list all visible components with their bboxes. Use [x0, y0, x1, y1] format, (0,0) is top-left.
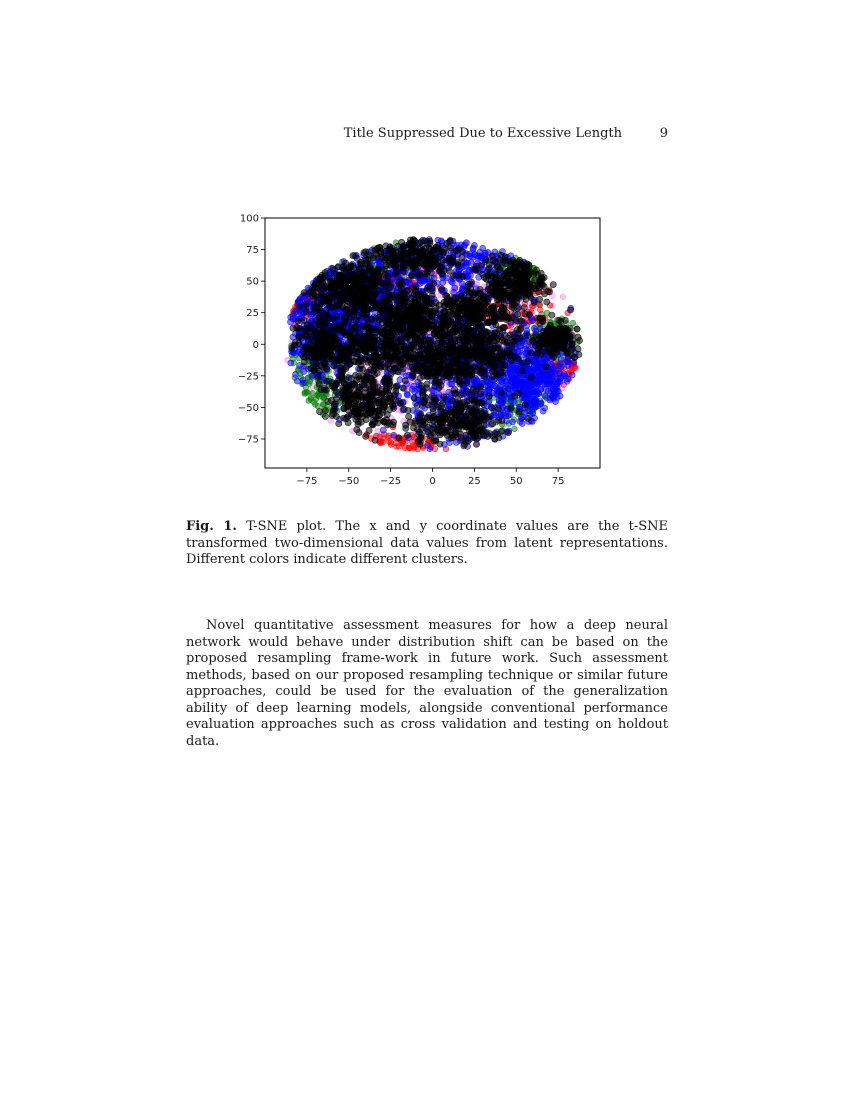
scatter-point-blue [564, 378, 570, 384]
scatter-point-black [371, 273, 377, 279]
scatter-point-black [366, 285, 372, 291]
scatter-point-black [472, 266, 478, 272]
scatter-point-black [433, 256, 439, 262]
scatter-point-black [297, 303, 303, 309]
scatter-point-black [493, 259, 499, 265]
scatter-point-black [395, 255, 401, 261]
scatter-point-black [421, 295, 427, 301]
scatter-point-black [378, 248, 384, 254]
scatter-point-black [413, 259, 419, 265]
scatter-point-black [366, 267, 372, 273]
scatter-point-blue [294, 378, 300, 384]
scatter-point-violet [560, 294, 566, 300]
scatter-point-black [336, 274, 342, 280]
scatter-point-blue [288, 360, 294, 366]
scatter-point-black [456, 315, 462, 321]
scatter-point-blue [569, 372, 575, 378]
scatter-point-blue [300, 380, 306, 386]
scatter-point-blue [460, 281, 466, 287]
scatter-point-blue [463, 240, 469, 246]
scatter-point-black [383, 243, 389, 249]
scatter-point-black [492, 279, 498, 285]
scatter-point-black [426, 255, 432, 261]
scatter-point-black [356, 278, 362, 284]
scatter-point-black [483, 310, 489, 316]
scatter-point-black [431, 246, 437, 252]
scatter-point-black [375, 279, 381, 285]
scatter-point-black [354, 255, 360, 261]
scatter-point-blue [397, 377, 403, 383]
scatter-point-black [386, 258, 392, 264]
scatter-point-black [344, 309, 350, 315]
scatter-point-red [394, 444, 400, 450]
scatter-point-black [544, 299, 550, 305]
scatter-point-blue [446, 389, 452, 395]
scatter-point-blue [558, 357, 564, 363]
scatter-point-black [475, 305, 481, 311]
scatter-point-black [356, 265, 362, 271]
scatter-point-black [483, 257, 489, 263]
scatter-point-black [388, 292, 394, 298]
scatter-point-black [408, 273, 414, 279]
scatter-point-green [313, 396, 319, 402]
scatter-point-black [521, 305, 527, 311]
scatter-point-blue [510, 375, 516, 381]
scatter-point-black [438, 264, 444, 270]
scatter-point-black [497, 267, 503, 273]
scatter-point-black [418, 249, 424, 255]
scatter-point-black [388, 304, 394, 310]
scatter-point-black [361, 291, 367, 297]
scatter-point-blue [553, 386, 559, 392]
scatter-point-black [407, 249, 413, 255]
figure-tsne [230, 205, 610, 495]
scatter-point-black [398, 278, 404, 284]
tsne-scatter-chart [230, 205, 610, 495]
scatter-point-black [496, 301, 502, 307]
scatter-point-black [425, 241, 431, 247]
scatter-point-black [488, 305, 494, 311]
scatter-point-black [505, 278, 511, 284]
scatter-point-black [526, 290, 532, 296]
scatter-point-black [379, 254, 385, 260]
scatter-point-black [363, 257, 369, 263]
scatter-point-red [538, 307, 544, 313]
scatter-point-black [492, 271, 498, 277]
scatter-point-black [406, 241, 412, 247]
scatter-point-blue [538, 400, 544, 406]
scatter-point-green [512, 426, 518, 432]
scatter-point-blue [514, 365, 520, 371]
scatter-point-black [315, 374, 321, 380]
scatter-point-black [345, 289, 351, 295]
scatter-point-black [511, 265, 517, 271]
scatter-point-blue [421, 278, 427, 284]
scatter-point-blue [301, 369, 307, 375]
scatter-point-black [405, 287, 411, 293]
scatter-point-blue [529, 387, 535, 393]
scatter-point-blue [519, 414, 525, 420]
scatter-point-black [330, 266, 336, 272]
scatter-point-black [334, 282, 340, 288]
running-head [186, 126, 668, 144]
scatter-point-blue [480, 245, 486, 251]
scatter-point-blue [380, 427, 386, 433]
scatter-point-black [312, 284, 318, 290]
scatter-point-blue [536, 390, 542, 396]
scatter-point-black [518, 292, 524, 298]
scatter-point-blue [510, 419, 516, 425]
scatter-point-black [459, 255, 465, 261]
scatter-point-black [369, 291, 375, 297]
scatter-point-green [310, 390, 316, 396]
scatter-point-black [303, 301, 309, 307]
scatter-point-black [319, 272, 325, 278]
scatter-point-black [483, 276, 489, 282]
scatter-point-green [304, 389, 310, 395]
scatter-point-black [341, 263, 347, 269]
scatter-point-blue [425, 442, 431, 448]
scatter-point-black [361, 250, 367, 256]
scatter-point-blue [530, 410, 536, 416]
scatter-point-black [489, 253, 495, 259]
scatter-point-black [537, 296, 543, 302]
scatter-point-black [507, 258, 513, 264]
scatter-point-blue [523, 396, 529, 402]
scatter-point-black [312, 305, 318, 311]
scatter-point-black [486, 281, 492, 287]
scatter-point-black [517, 265, 523, 271]
scatter-point-black [524, 278, 530, 284]
scatter-point-black [469, 290, 475, 296]
scatter-point-black [334, 297, 340, 303]
scatter-point-blue [465, 260, 471, 266]
scatter-point-blue [448, 381, 454, 387]
scatter-point-blue [492, 383, 498, 389]
scatter-point-black [464, 303, 470, 309]
scatter-points [285, 237, 583, 452]
scatter-point-blue [540, 408, 546, 414]
scatter-point-black [303, 308, 309, 314]
scatter-point-black [431, 280, 437, 286]
scatter-point-blue [531, 325, 537, 331]
scatter-point-black [353, 317, 359, 323]
scatter-point-black [352, 303, 358, 309]
scatter-point-green [315, 403, 321, 409]
scatter-point-black [383, 315, 389, 321]
scatter-point-black [375, 267, 381, 273]
scatter-point-blue [470, 246, 476, 252]
scatter-point-black [502, 254, 508, 260]
scatter-point-black [486, 320, 492, 326]
scatter-point-blue [404, 391, 410, 397]
scatter-point-black [382, 271, 388, 277]
scatter-point-black [335, 292, 341, 298]
page-number: 9 [659, 126, 668, 141]
scatter-point-black [535, 271, 541, 277]
scatter-point-black [312, 293, 318, 299]
scatter-point-black [441, 249, 447, 255]
scatter-point-blue [511, 398, 517, 404]
scatter-point-black [405, 307, 411, 313]
scatter-point-blue [292, 310, 298, 316]
scatter-point-black [350, 278, 356, 284]
scatter-point-blue [549, 373, 555, 379]
scatter-point-black [446, 268, 452, 274]
scatter-point-black [453, 248, 459, 254]
scatter-point-red [406, 445, 412, 451]
scatter-point-blue [440, 280, 446, 286]
scatter-point-blue [409, 386, 415, 392]
scatter-point-blue [554, 395, 560, 401]
scatter-point-black [364, 276, 370, 282]
scatter-point-black [499, 315, 505, 321]
scatter-point-black [516, 279, 522, 285]
scatter-point-black [329, 304, 335, 310]
scatter-point-black [451, 294, 457, 300]
scatter-point-black [385, 252, 391, 258]
scatter-point-black [526, 271, 532, 277]
scatter-point-violet [328, 418, 334, 424]
scatter-point-black [531, 283, 537, 289]
running-title: Title Suppressed Due to Excessive Length [343, 126, 622, 141]
scatter-point-blue [513, 383, 519, 389]
scatter-point-black [318, 290, 324, 296]
scatter-point-black [444, 293, 450, 299]
scatter-point-blue [549, 367, 555, 373]
scatter-point-blue [543, 387, 549, 393]
scatter-point-black [509, 304, 515, 310]
scatter-point-black [417, 272, 423, 278]
scatter-point-black [522, 311, 528, 317]
scatter-point-violet [375, 428, 381, 434]
scatter-point-blue [565, 359, 571, 365]
scatter-point-black [459, 248, 465, 254]
scatter-point-black [392, 271, 398, 277]
scatter-point-black [501, 273, 507, 279]
scatter-point-black [541, 291, 547, 297]
scatter-point-blue [293, 371, 299, 377]
scatter-point-blue [542, 376, 548, 382]
scatter-point-blue [449, 279, 455, 285]
scatter-point-black [509, 290, 515, 296]
scatter-point-black [509, 314, 515, 320]
scatter-point-blue [500, 410, 506, 416]
scatter-point-blue [475, 255, 481, 261]
scatter-point-black [485, 266, 491, 272]
scatter-point-black [500, 289, 506, 295]
scatter-point-red [388, 442, 394, 448]
scatter-point-black [424, 263, 430, 269]
scatter-point-red [378, 438, 384, 444]
scatter-point-green [570, 320, 576, 326]
scatter-point-blue [548, 391, 554, 397]
scatter-point-black [550, 282, 556, 288]
scatter-point-black [478, 296, 484, 302]
scatter-point-black [344, 298, 350, 304]
scatter-point-black [347, 269, 353, 275]
scatter-point-black [318, 300, 324, 306]
scatter-point-black [301, 290, 307, 296]
scatter-point-black [448, 262, 454, 268]
scatter-point-blue [556, 363, 562, 369]
